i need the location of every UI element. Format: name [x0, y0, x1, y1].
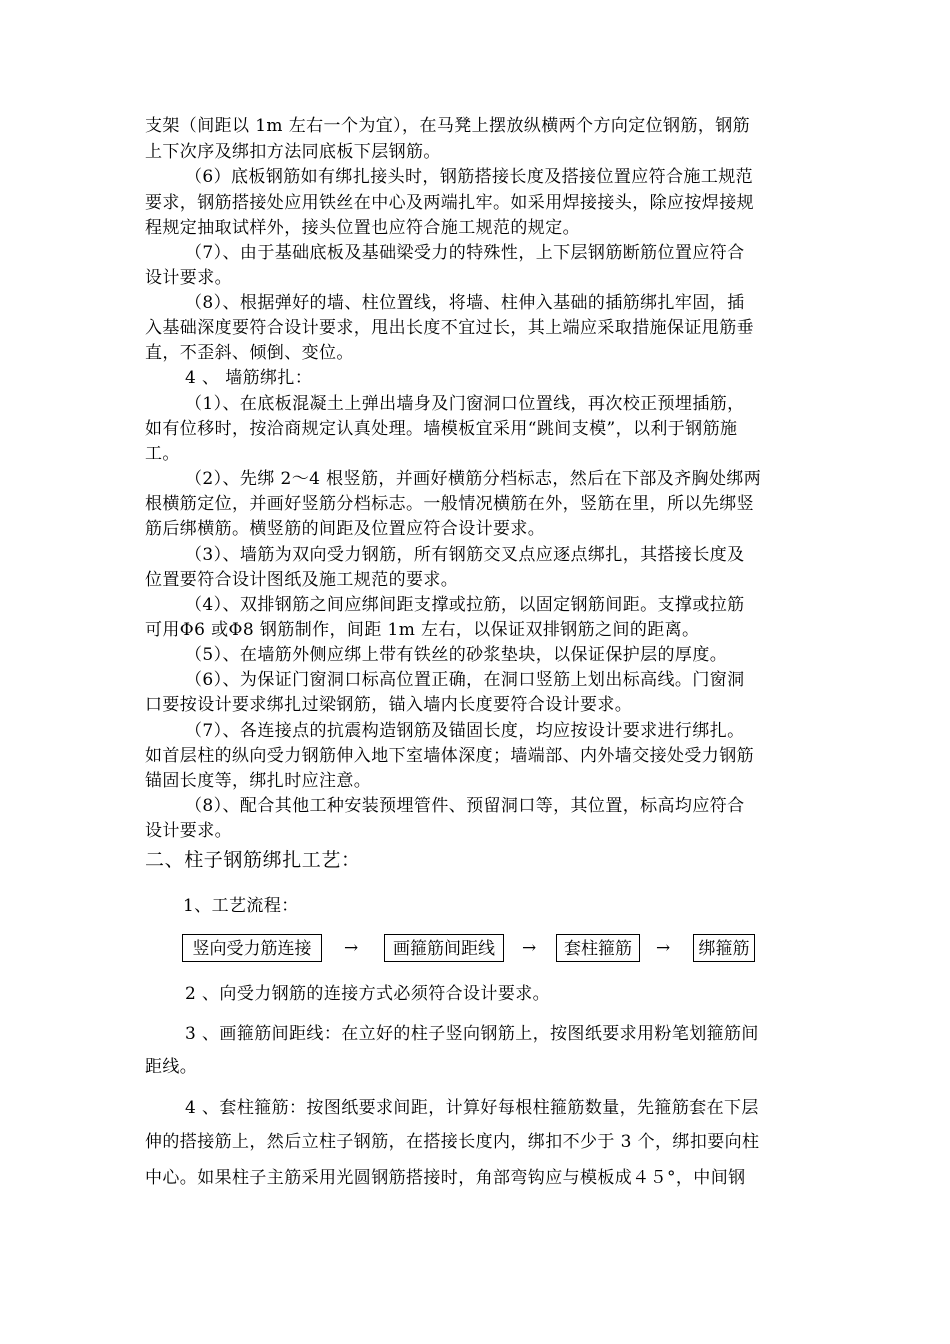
paragraph-2: 2 、向受力钢筋的连接方式必须符合设计要求。: [185, 984, 551, 1004]
text-line: （7）、由于基础底板及基础梁受力的特殊性，上下层钢筋断筋位置应符合: [185, 243, 745, 263]
text-line: 如有位移时，按洽商规定认真处理。墙模板宜采用“跳间支模”，以利于钢筋施: [145, 419, 738, 439]
text-line: 根横筋定位，并画好竖筋分档标志。一般情况横筋在外，竖筋在里，所以先绑竖: [145, 494, 754, 514]
text-line: （6）、为保证门窗洞口标高位置正确，在洞口竖筋上划出标高线。门窗洞: [185, 670, 745, 690]
text-line: （3）、墙筋为双向受力钢筋，所有钢筋交叉点应逐点绑扎，其搭接长度及: [185, 545, 745, 565]
text-line: 入基础深度要符合设计要求，甩出长度不宜过长，其上端应采取措施保证甩筋垂: [145, 318, 754, 338]
text-line: 支架（间距以 1m 左右一个为宜），在马凳上摆放纵横两个方向定位钢筋，钢筋: [145, 116, 751, 136]
text-line: （4）、双排钢筋之间应绑间距支撑或拉筋，以固定钢筋间距。支撑或拉筋: [185, 595, 745, 615]
text-line: 要求，钢筋搭接处应用铁丝在中心及两端扎牢。如采用焊接接头，除应按焊接规: [145, 193, 754, 213]
text-line: 程规定抽取试样外，接头位置也应符合施工规范的规定。: [145, 218, 580, 238]
flow-step-stirrup-spacing-line: 画箍筋间距线: [384, 934, 504, 962]
arrow-right-icon: →: [656, 938, 671, 958]
flow-step-vertical-bar-connection: 竖向受力筋连接: [182, 934, 322, 962]
flow-step-sleeve-stirrups: 套柱箍筋: [556, 934, 640, 962]
sub-heading: 1、工艺流程：: [183, 896, 299, 916]
text-line: 口要按设计要求绑扎过梁钢筋，锚入墙内长度要符合设计要求。: [145, 695, 633, 715]
text-line: 可用Φ6 或Φ8 钢筋制作，间距 1m 左右，以保证双排钢筋之间的距离。: [145, 620, 700, 640]
arrow-right-icon: →: [522, 938, 537, 958]
text-line: 设计要求。: [145, 821, 232, 841]
text-line: （7）、各连接点的抗震构造钢筋及锚固长度，均应按设计要求进行绑扎。: [185, 721, 745, 741]
text-line: 工。: [145, 444, 180, 464]
text-line: （8）、配合其他工种安装预埋管件、预留洞口等，其位置，标高均应符合: [185, 796, 745, 816]
text-line: （6）底板钢筋如有绑扎接头时，钢筋搭接长度及搭接位置应符合施工规范: [185, 167, 754, 187]
paragraph-4-line: 伸的搭接筋上，然后立柱子钢筋，在搭接长度内，绑扣不少于 3 个，绑扣要向柱: [145, 1132, 760, 1152]
flow-step-tie-stirrups: 绑箍筋: [693, 934, 755, 962]
section-heading: 二、柱子钢筋绑扎工艺：: [145, 849, 361, 871]
text-line: 4 、 墙筋绑扎：: [185, 368, 313, 388]
arrow-right-icon: →: [344, 938, 359, 958]
paragraph-3-line: 距线。: [145, 1057, 198, 1077]
text-line: 筋后绑横筋。横竖筋的间距及位置应符合设计要求。: [145, 519, 546, 539]
text-line: 上下次序及绑扣方法同底板下层钢筋。: [145, 142, 441, 162]
text-line: 锚固长度等，绑扎时应注意。: [145, 771, 372, 791]
paragraph-4-line: 中心。如果柱子主筋采用光圆钢筋搭接时，角部弯钩应与模板成４５°，中间钢: [145, 1168, 746, 1188]
paragraph-4-line: 4 、套柱箍筋：按图纸要求间距，计算好每根柱箍筋数量，先箍筋套在下层: [185, 1098, 759, 1118]
text-line: 如首层柱的纵向受力钢筋伸入地下室墙体深度；墙端部、内外墙交接处受力钢筋: [145, 746, 754, 766]
paragraph-3-line: 3 、画箍筋间距线：在立好的柱子竖向钢筋上，按图纸要求用粉笔划箍筋间: [185, 1024, 759, 1044]
text-line: 直，不歪斜、倾倒、变位。: [145, 343, 354, 363]
text-line: （8）、根据弹好的墙、柱位置线，将墙、柱伸入基础的插筋绑扎牢固，插: [185, 293, 745, 313]
text-line: （5）、在墙筋外侧应绑上带有铁丝的砂浆垫块，以保证保护层的厚度。: [185, 645, 728, 665]
text-line: 位置要符合设计图纸及施工规范的要求。: [145, 570, 459, 590]
text-line: 设计要求。: [145, 268, 232, 288]
text-line: （2）、先绑 2～4 根竖筋，并画好横筋分档标志，然后在下部及齐胸处绑两: [185, 469, 762, 489]
text-line: （1）、在底板混凝土上弹出墙身及门窗洞口位置线，再次校正预埋插筋，: [185, 394, 745, 414]
